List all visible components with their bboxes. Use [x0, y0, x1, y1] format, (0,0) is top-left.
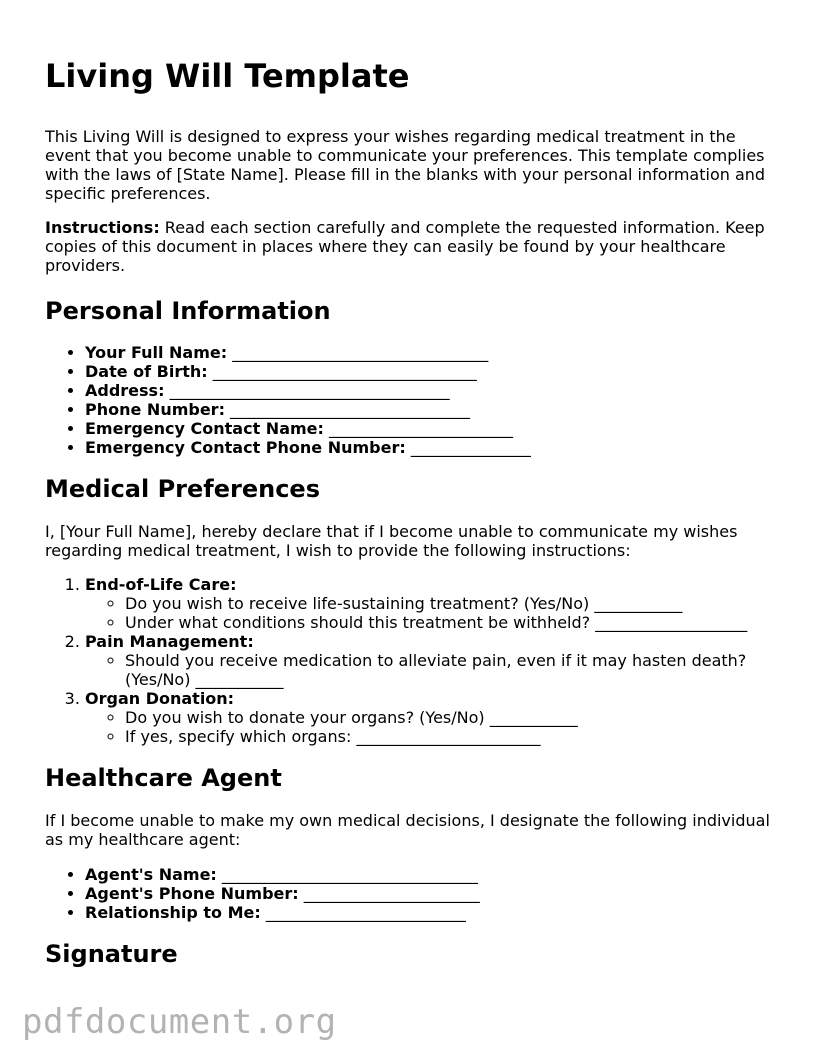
instructions-text: Read each section carefully and complete the requested information. Keep copies of this document in places where they can easily be found by your healthcare providers.: [45, 218, 765, 275]
list-item: [85, 884, 780, 903]
document-page: [45, 54, 780, 970]
section-title: Pain Management:: [85, 632, 254, 651]
question-item[interactable]: ◦ If yes, specify which organs: _______________________: [125, 727, 780, 746]
field-blank-agent-name[interactable]: ________________________________: [216, 865, 478, 884]
section-title: Organ Donation:: [85, 689, 235, 708]
instructions-label: Instructions:: [45, 218, 160, 237]
list-item: [85, 343, 780, 362]
field-blank-relationship[interactable]: _________________________: [260, 903, 466, 922]
instructions-paragraph: [45, 218, 780, 275]
medical-section-organ-donation: [85, 689, 780, 746]
field-label-agent-name: Agent's Name:: [85, 865, 217, 884]
list-item: [85, 903, 780, 922]
field-blank-agent-phone[interactable]: ______________________: [298, 884, 480, 903]
field-blank-phone[interactable]: ______________________________: [224, 400, 471, 419]
field-blank-emergency-phone[interactable]: _______________: [405, 438, 531, 457]
question-item[interactable]: ◦ Should you receive medication to alleviate pain, even if it may hasten death? (Yes/No) ___________: [125, 651, 780, 689]
field-blank-full-name[interactable]: ________________________________: [227, 343, 489, 362]
question-list: [85, 594, 780, 632]
agent-info-list: [45, 865, 780, 922]
medical-sections-list: [45, 575, 780, 746]
list-item: [85, 438, 780, 457]
list-item: [85, 419, 780, 438]
healthcare-agent-heading: Healthcare Agent: [45, 764, 282, 792]
question-list: [85, 651, 780, 689]
question-list: [85, 708, 780, 746]
question-item[interactable]: ◦ Do you wish to donate your organs? (Yes/No) ___________: [125, 708, 780, 727]
medical-preferences-heading: Medical Preferences: [45, 475, 320, 503]
field-blank-date-of-birth[interactable]: _________________________________: [207, 362, 477, 381]
field-blank-address[interactable]: ___________________________________: [164, 381, 450, 400]
list-item: [85, 362, 780, 381]
medical-intro-paragraph: I, [Your Full Name], hereby declare that if I become unable to communicate my wishes regarding medical treatment, I wish to provide the following instructions:: [45, 522, 738, 560]
list-item: [85, 400, 780, 419]
medical-section-end-of-life: [85, 575, 780, 632]
field-label-full-name: Your Full Name:: [85, 343, 228, 362]
watermark: pdfdocument.org: [22, 1002, 337, 1042]
field-label-relationship: Relationship to Me:: [85, 903, 261, 922]
document-title: Living Will Template: [45, 57, 410, 95]
personal-info-list: [45, 343, 780, 457]
personal-info-heading: Personal Information: [45, 297, 331, 325]
question-item[interactable]: ◦ Do you wish to receive life-sustaining treatment? (Yes/No) ___________: [125, 594, 780, 613]
section-title: End-of-Life Care:: [85, 575, 237, 594]
list-item: [85, 381, 780, 400]
field-label-emergency-phone: Emergency Contact Phone Number:: [85, 438, 406, 457]
field-label-address: Address:: [85, 381, 165, 400]
agent-intro-paragraph: If I become unable to make my own medical decisions, I designate the following individual as my healthcare agent:: [45, 811, 770, 849]
medical-section-pain-management: [85, 632, 780, 689]
intro-paragraph: This Living Will is designed to express your wishes regarding medical treatment in the event that you become unable to communicate your preferences. This template complies with the laws of [State Name]. Please fill in the blanks with your personal information and specific preferences.: [45, 127, 766, 203]
field-label-emergency-name: Emergency Contact Name:: [85, 419, 324, 438]
field-label-agent-phone: Agent's Phone Number:: [85, 884, 299, 903]
signature-heading: Signature: [45, 940, 178, 968]
field-label-phone: Phone Number:: [85, 400, 225, 419]
field-label-date-of-birth: Date of Birth:: [85, 362, 208, 381]
question-item[interactable]: ◦ Under what conditions should this treatment be withheld? ___________________: [125, 613, 780, 632]
field-blank-emergency-name[interactable]: _______________________: [323, 419, 513, 438]
list-item: [85, 865, 780, 884]
